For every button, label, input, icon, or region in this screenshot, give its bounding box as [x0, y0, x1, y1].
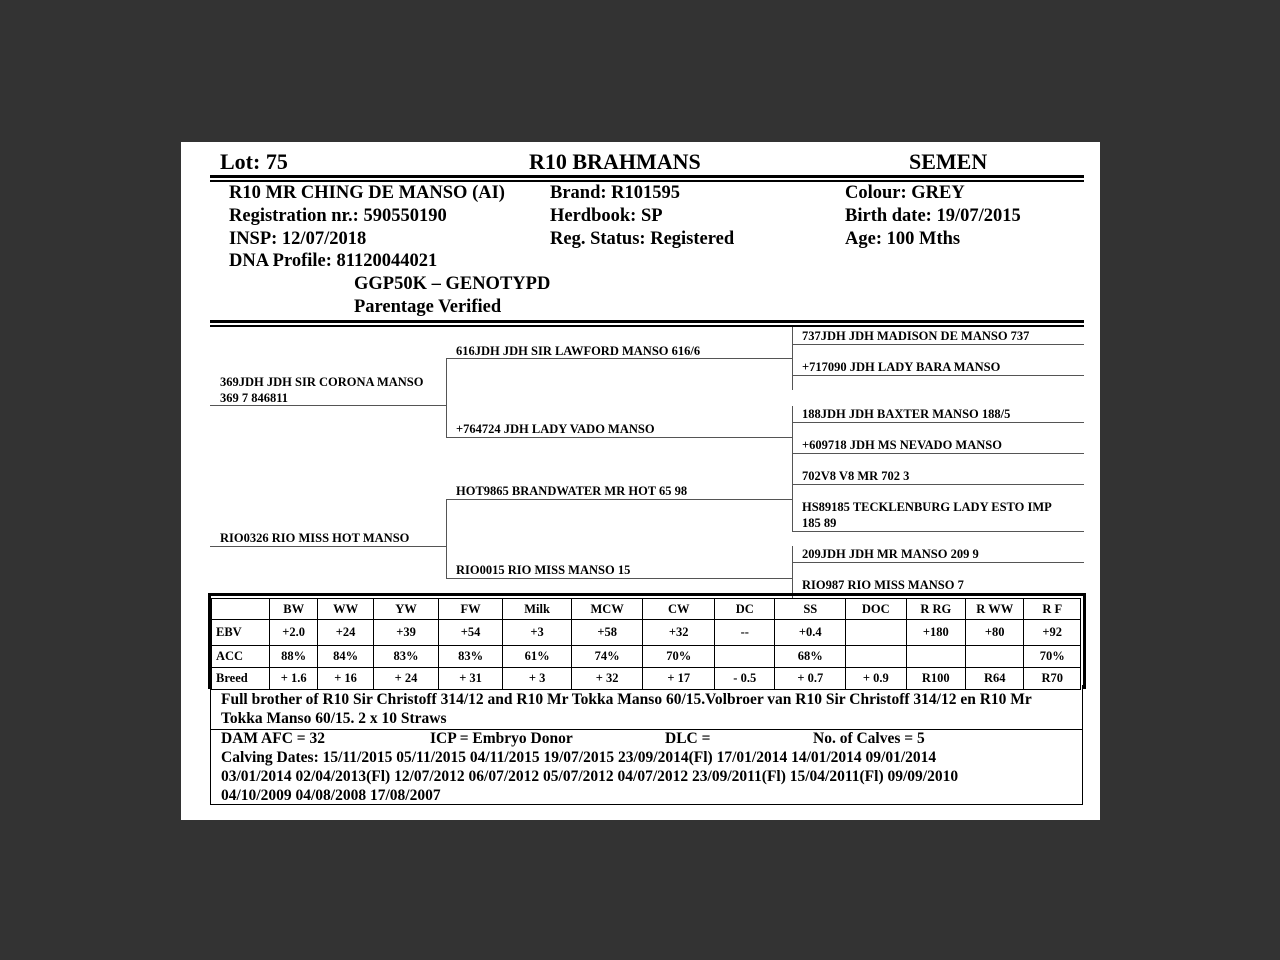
pedigree-line — [792, 562, 1084, 563]
pedigree-line — [792, 422, 1084, 423]
ebv-cell: +54 — [438, 620, 503, 646]
ebv-header-cell: FW — [438, 599, 503, 620]
number-of-calves: No. of Calves = 5 — [813, 730, 925, 747]
notes-box — [210, 685, 1083, 805]
ebv-cell: +80 — [966, 620, 1024, 646]
icp-status: ICP = Embryo Donor — [430, 730, 573, 747]
ebv-cell — [846, 646, 906, 668]
pedigree-line — [792, 484, 1084, 485]
calving-dates-line-2: 03/01/2014 02/04/2013(Fl) 12/07/2012 06/07/2012 05/07/2012 04/07/2012 23/09/2011(Fl) 15/04/2011(Fl) 09/09/2010 — [221, 768, 959, 785]
ebv-row-ebv — [212, 620, 1081, 646]
pedigree-sire-line2: 369 7 846811 — [220, 391, 289, 405]
ebv-row-label: ACC — [212, 646, 270, 668]
ebv-cell: 61% — [503, 646, 572, 668]
animal-name: R10 MR CHING DE MANSO (AI) — [229, 183, 505, 203]
pedigree-dds: 209JDH JDH MR MANSO 209 9 — [802, 547, 979, 561]
ebv-header-cell: WW — [317, 599, 373, 620]
ebv-cell — [906, 646, 965, 668]
pedigree-line — [210, 546, 447, 547]
ebv-header-cell: CW — [643, 599, 715, 620]
ebv-corner-cell — [212, 599, 270, 620]
pedigree-line — [446, 578, 793, 579]
pedigree-line — [792, 546, 793, 598]
dna-profile: DNA Profile: 81120044021 — [229, 251, 438, 271]
ebv-header-cell: Milk — [503, 599, 572, 620]
ebv-header-cell: SS — [775, 599, 846, 620]
breeder-name: R10 BRAHMANS — [529, 149, 701, 174]
ebv-cell: + 0.9 — [846, 668, 906, 690]
ebv-cell: + 3 — [503, 668, 572, 690]
pedigree-line — [792, 344, 1084, 345]
pedigree-sire-dam: +764724 JDH LADY VADO MANSO — [456, 422, 655, 436]
header-rule — [210, 175, 1084, 178]
ebv-cell: +0.4 — [775, 620, 846, 646]
birth-date: Birth date: 19/07/2015 — [845, 206, 1021, 226]
ebv-row-acc — [212, 646, 1081, 668]
pedigree-dam: RIO0326 RIO MISS HOT MANSO — [220, 531, 410, 545]
ebv-row-label: Breed — [212, 668, 270, 690]
ebv-cell: + 16 — [317, 668, 373, 690]
ebv-cell: + 31 — [438, 668, 503, 690]
ebv-cell — [966, 646, 1024, 668]
ebv-cell: -- — [715, 620, 775, 646]
ebv-header-cell: R F — [1024, 599, 1081, 620]
pedigree-line — [792, 406, 793, 469]
ebv-cell: 70% — [1024, 646, 1081, 668]
pedigree-dsd-line2: 185 89 — [802, 516, 837, 530]
notes-separator — [211, 729, 1082, 730]
ebv-header-cell: YW — [374, 599, 439, 620]
ebv-table — [211, 598, 1081, 690]
ebv-cell: + 1.6 — [270, 668, 317, 690]
ebv-header-row — [212, 599, 1081, 620]
pedigree-line — [792, 375, 1084, 376]
ebv-cell: 83% — [374, 646, 439, 668]
sale-catalogue-card — [181, 142, 1100, 820]
ebv-cell: 88% — [270, 646, 317, 668]
ebv-cell — [715, 646, 775, 668]
pedigree-line — [446, 358, 447, 437]
pedigree-dss: 702V8 V8 MR 702 3 — [802, 469, 910, 483]
ebv-cell: + 32 — [571, 668, 643, 690]
ebv-cell: 84% — [317, 646, 373, 668]
dlc: DLC = — [665, 730, 711, 747]
header-rule-2 — [210, 180, 1084, 182]
ebv-header-cell: R RG — [906, 599, 965, 620]
lot-number: Lot: 75 — [220, 149, 288, 174]
registration-number: Registration nr.: 590550190 — [229, 206, 447, 226]
ebv-header-cell: DOC — [846, 599, 906, 620]
pedigree-dam-dam: RIO0015 RIO MISS MANSO 15 — [456, 563, 631, 577]
ebv-row-label: EBV — [212, 620, 270, 646]
ebv-cell: 70% — [643, 646, 715, 668]
ebv-cell: 74% — [571, 646, 643, 668]
ebv-header-cell: R WW — [966, 599, 1024, 620]
pedigree-line — [792, 327, 793, 390]
registration-status: Reg. Status: Registered — [550, 229, 735, 249]
ebv-cell: +39 — [374, 620, 439, 646]
info-rule — [210, 320, 1084, 323]
info-rule-2 — [210, 325, 1084, 327]
ebv-cell: + 17 — [643, 668, 715, 690]
ebv-cell: R70 — [1024, 668, 1081, 690]
pedigree-dsd: HS89185 TECKLENBURG LADY ESTO IMP — [802, 500, 1052, 514]
pedigree-line — [446, 437, 793, 438]
pedigree-sdd: +609718 JDH MS NEVADO MANSO — [802, 438, 1002, 452]
parentage-status: Parentage Verified — [354, 297, 502, 317]
pedigree-line — [446, 499, 793, 500]
ebv-header-cell: MCW — [571, 599, 643, 620]
insp-date: INSP: 12/07/2018 — [229, 229, 367, 249]
ebv-cell: +58 — [571, 620, 643, 646]
ebv-cell: +92 — [1024, 620, 1081, 646]
ebv-cell: +180 — [906, 620, 965, 646]
age: Age: 100 Mths — [845, 229, 961, 249]
ebv-cell: + 0.7 — [775, 668, 846, 690]
pedigree-sire: 369JDH JDH SIR CORONA MANSO — [220, 375, 424, 389]
herdbook: Herdbook: SP — [550, 206, 663, 226]
ebv-cell: R100 — [906, 668, 965, 690]
pedigree-line — [792, 453, 1084, 454]
ebv-cell: R64 — [966, 668, 1024, 690]
colour: Colour: GREY — [845, 183, 965, 203]
ebv-header-cell: DC — [715, 599, 775, 620]
calving-dates-line-1: Calving Dates: 15/11/2015 05/11/2015 04/11/2015 19/07/2015 23/09/2014(Fl) 17/01/2014 14/01/2014 09/01/2014 — [221, 749, 937, 766]
pedigree-sds: 188JDH JDH BAXTER MANSO 188/5 — [802, 407, 1011, 421]
pedigree-ssd: +717090 JDH LADY BARA MANSO — [802, 360, 1001, 374]
genotype: GGP50K – GENOTYPD — [354, 274, 551, 294]
pedigree-line — [446, 499, 447, 578]
pedigree-dam-sire: HOT9865 BRANDWATER MR HOT 65 98 — [456, 484, 688, 498]
ebv-cell: +24 — [317, 620, 373, 646]
ebv-header-cell: BW — [270, 599, 317, 620]
pedigree-line — [792, 531, 1084, 532]
ebv-cell — [846, 620, 906, 646]
dam-afc: DAM AFC = 32 — [221, 730, 325, 747]
ebv-cell: 68% — [775, 646, 846, 668]
ebv-table-top-border — [208, 593, 1086, 596]
ebv-cell: 83% — [438, 646, 503, 668]
pedigree-sss: 737JDH JDH MADISON DE MANSO 737 — [802, 329, 1030, 343]
pedigree-line — [792, 468, 793, 531]
ebv-cell: + 24 — [374, 668, 439, 690]
category-label: SEMEN — [909, 149, 988, 174]
ebv-cell: +2.0 — [270, 620, 317, 646]
ebv-cell: +3 — [503, 620, 572, 646]
pedigree-sire-sire: 616JDH JDH SIR LAWFORD MANSO 616/6 — [456, 344, 701, 358]
animal-description: Full brother of R10 Sir Christoff 314/12 and R10 Mr Tokka Manso 60/15.Volbroer van R10 Sir Christoff 314/12 en R10 Mr Tokka Manso 60/15. 2 x 10 Straws — [221, 691, 1032, 727]
ebv-cell: +32 — [643, 620, 715, 646]
ebv-table-right-border — [1083, 593, 1086, 689]
brand: Brand: R101595 — [550, 183, 681, 203]
ebv-cell: - 0.5 — [715, 668, 775, 690]
pedigree-ddd: RIO987 RIO MISS MANSO 7 — [802, 578, 964, 592]
calving-dates-line-3: 04/10/2009 04/08/2008 17/08/2007 — [221, 787, 441, 804]
